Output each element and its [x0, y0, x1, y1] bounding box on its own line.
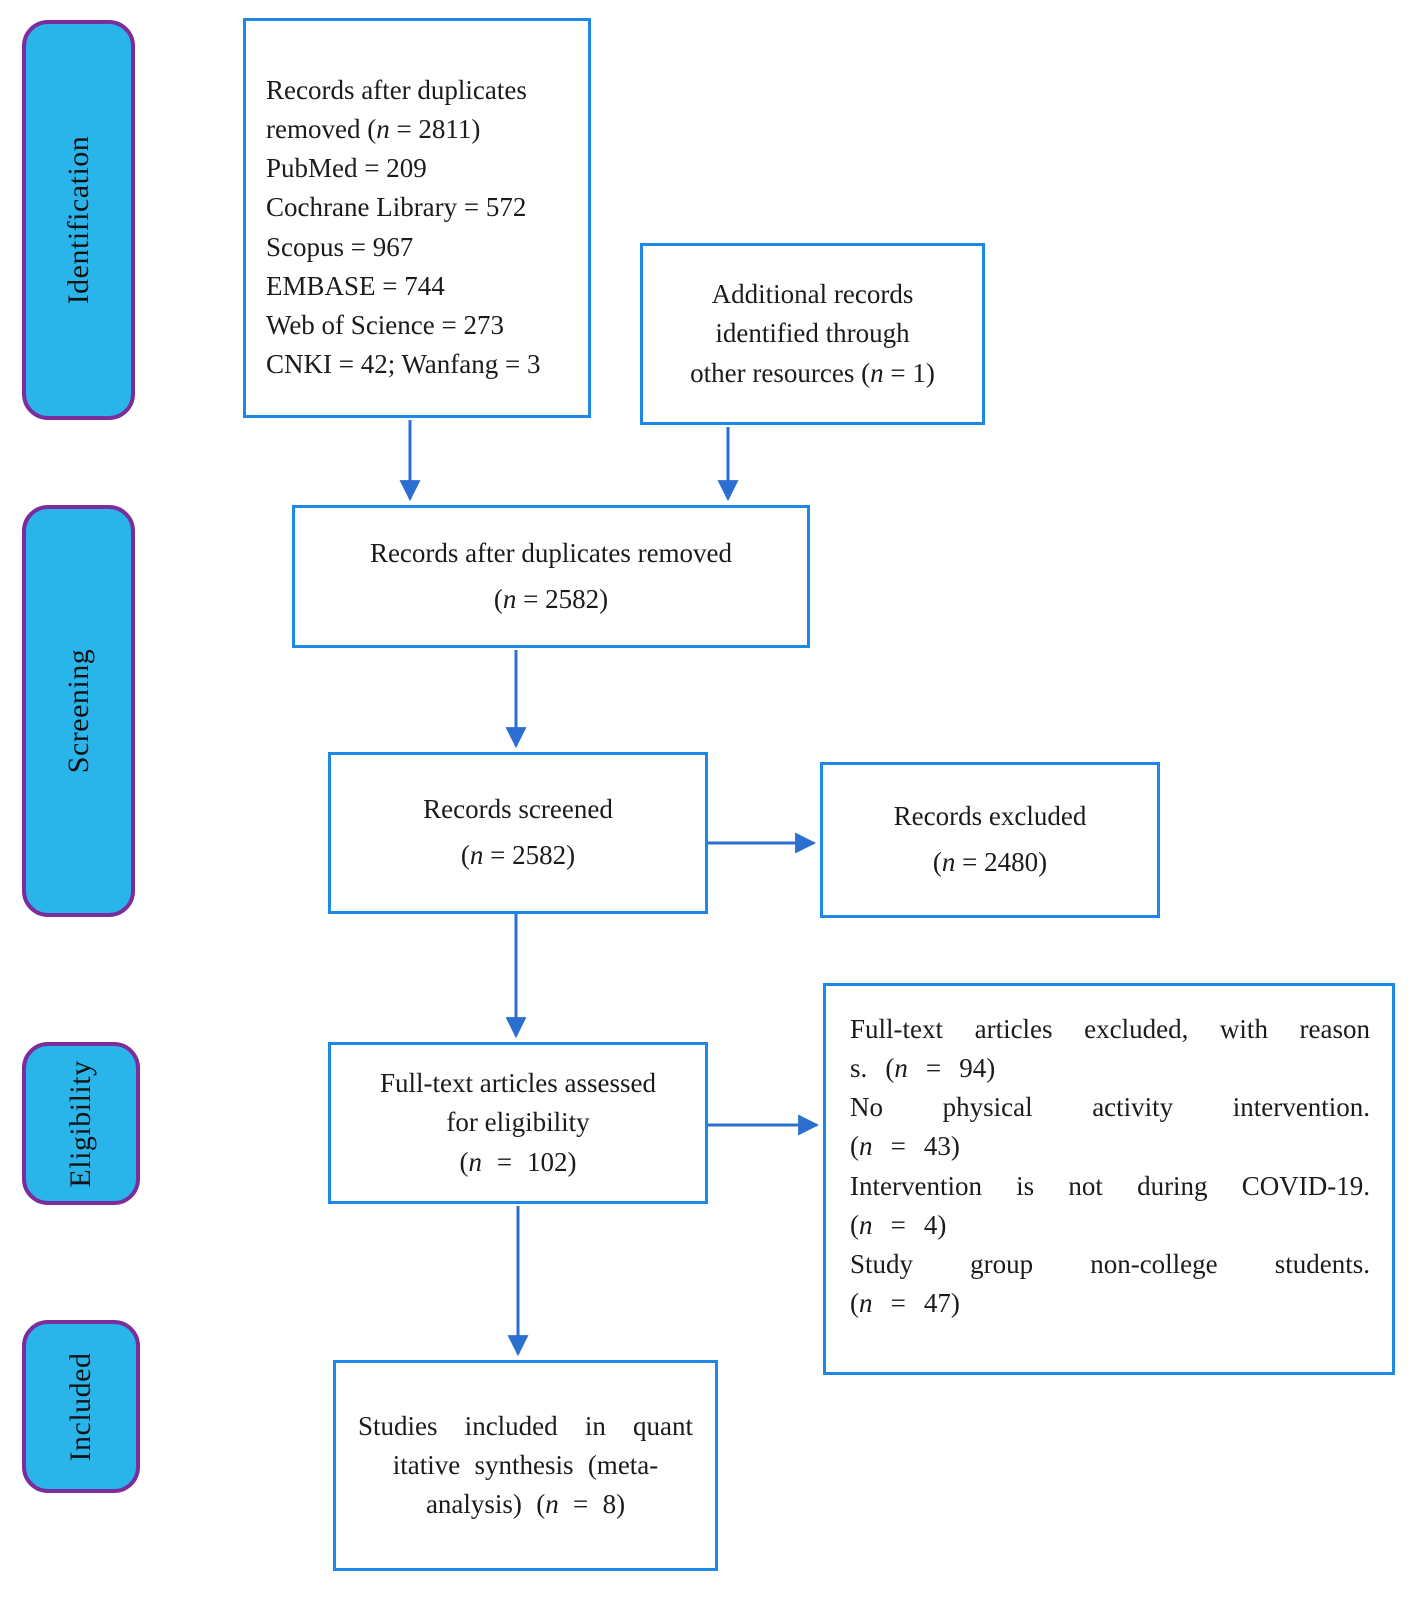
box-fulltext-assessed — [328, 1042, 708, 1204]
box-line: Full-text articles excluded, with reason — [850, 1014, 1370, 1044]
box-line: itative synthesis (meta- — [392, 1450, 659, 1481]
box-line: (n = 4) — [850, 1209, 947, 1240]
box-line: Scopus = 967 — [266, 231, 414, 262]
box-line: Records screened — [423, 794, 613, 825]
box-line: EMBASE = 744 — [266, 270, 445, 301]
box-line: (n = 102) — [459, 1146, 577, 1177]
box-line: Records excluded — [893, 801, 1087, 832]
box-line: (n = 2480) — [932, 847, 1048, 877]
box-records-identified — [243, 18, 591, 418]
box-line: Records after duplicates — [266, 75, 527, 105]
box-line: (n = 2582) — [460, 840, 576, 870]
stage-eligibility — [22, 1042, 140, 1205]
box-fulltext-excluded — [823, 983, 1395, 1375]
stage-included-label: Included — [64, 1352, 97, 1461]
box-line: (n = 43) — [850, 1131, 960, 1162]
box-line: s. (n = 94) — [850, 1053, 996, 1084]
box-line: Study group non-college students. — [850, 1248, 1370, 1279]
stage-included — [22, 1320, 140, 1493]
box-records-screened — [328, 752, 708, 914]
stage-screening-label: Screening — [61, 648, 95, 774]
box-line: analysis) (n = 8) — [425, 1489, 626, 1520]
stage-screening — [22, 505, 135, 917]
box-studies-included — [333, 1360, 718, 1571]
box-line: removed (n = 2811) — [266, 114, 481, 145]
stage-eligibility-label: Eligibility — [64, 1059, 97, 1188]
box-line: CNKI = 42; Wanfang = 3 — [266, 348, 541, 379]
box-line: other resources (n = 1) — [690, 357, 935, 388]
stage-identification-label: Identification — [61, 135, 95, 305]
box-line: Additional records — [711, 279, 914, 310]
box-line: Web of Science = 273 — [266, 309, 504, 340]
box-line: Intervention is not during COVID-19. — [850, 1170, 1370, 1201]
box-line: No physical activity intervention. — [850, 1092, 1370, 1123]
box-line: identified through — [715, 318, 910, 349]
box-line: (n = 47) — [850, 1287, 960, 1318]
box-line: Full-text articles assessed — [380, 1068, 656, 1099]
stage-identification — [22, 20, 135, 420]
box-line: Records after duplicates removed — [369, 537, 733, 568]
box-line: Cochrane Library = 572 — [266, 192, 527, 223]
box-line: PubMed = 209 — [266, 153, 427, 184]
box-additional-records — [640, 243, 985, 425]
box-line: Studies included in quant — [358, 1411, 693, 1441]
box-line: (n = 2582) — [493, 583, 609, 614]
box-duplicates-removed — [292, 505, 810, 648]
box-records-excluded — [820, 762, 1160, 918]
box-line: for eligibility — [446, 1107, 590, 1138]
